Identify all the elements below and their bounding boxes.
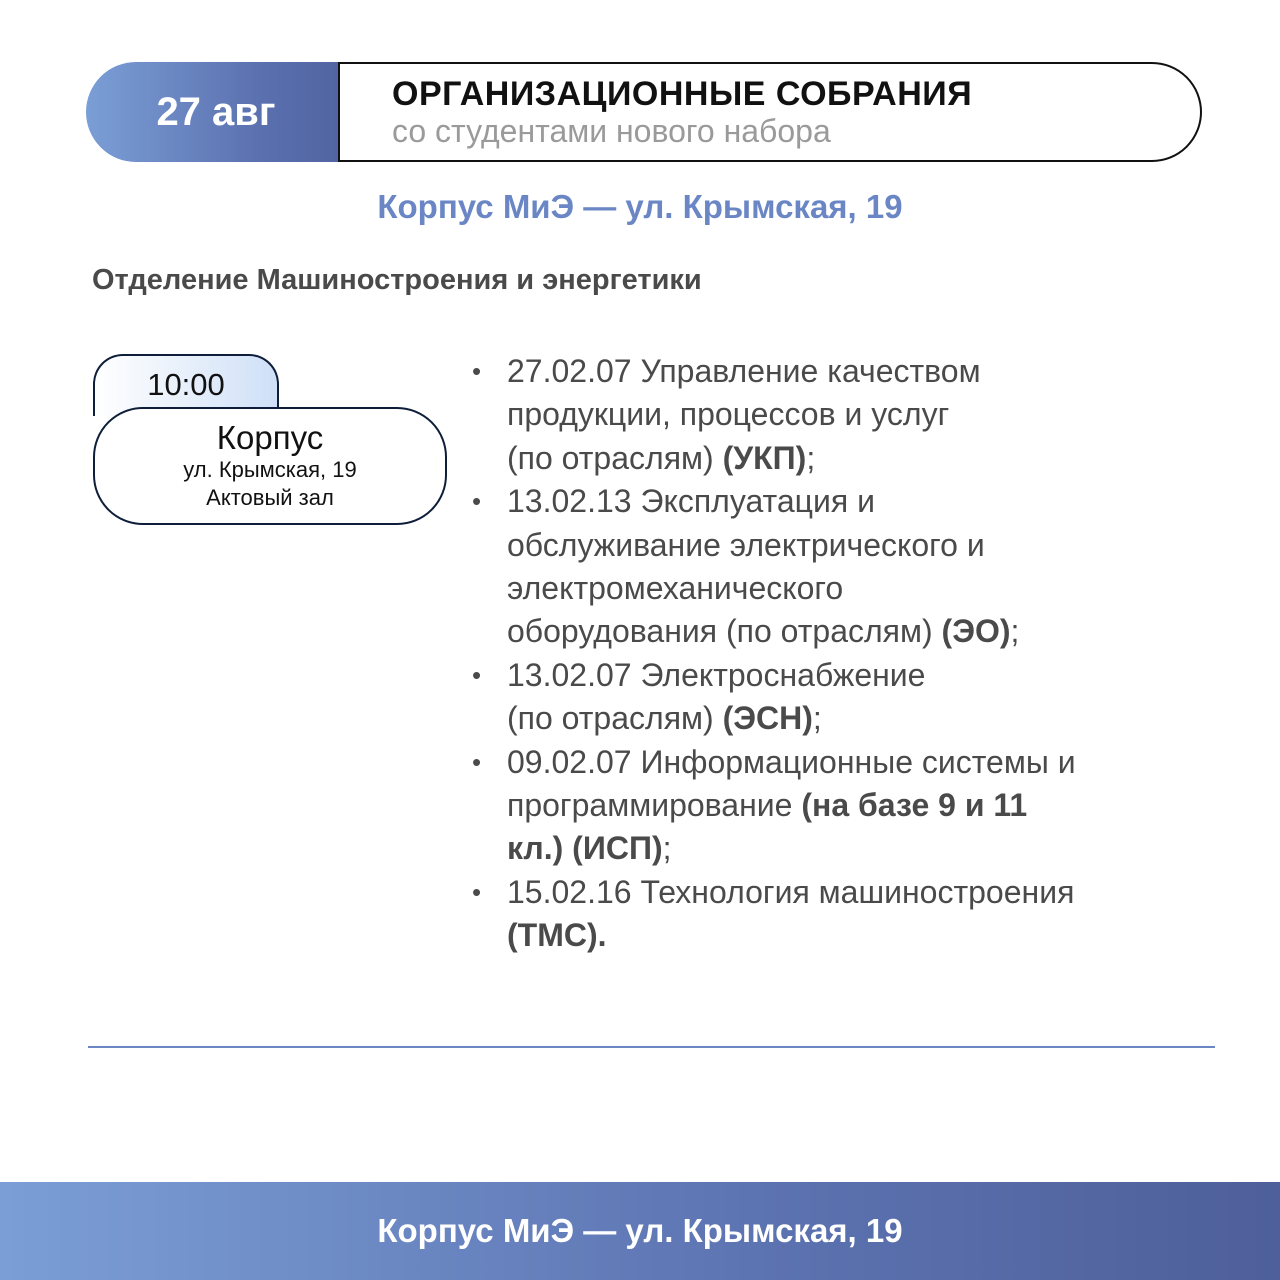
bullet-icon: • [472, 659, 482, 690]
program-punct: ; [806, 439, 816, 476]
venue-title: Корпус [216, 419, 324, 456]
title-box [338, 62, 1202, 162]
list-item [470, 654, 1260, 741]
program-text: 15.02.16 Технология машиностроения [507, 873, 1075, 910]
program-code: (УКП) [722, 439, 807, 476]
program-code: кл.) (ИСП) [507, 830, 663, 867]
list-item [470, 741, 1260, 871]
venue-box [93, 407, 447, 525]
program-text: программирование [507, 787, 802, 824]
program-text: 27.02.07 Управление качеством [507, 353, 981, 389]
program-text: 09.02.07 Информационные системы и [507, 743, 1076, 780]
program-punct: ; [812, 700, 822, 737]
program-punct: ; [662, 830, 672, 867]
program-code: (ЭСН) [722, 700, 813, 737]
program-text: (по отраслям) [507, 439, 723, 476]
footer-text: Корпус МиЭ — ул. Крымская, 19 [377, 1212, 903, 1249]
page-subtitle: со студентами нового набора [392, 113, 831, 149]
divider [88, 1046, 1215, 1048]
program-text: электромеханического [507, 570, 844, 607]
bullet-icon: • [472, 876, 482, 907]
footer-banner [0, 1182, 1280, 1280]
header [86, 62, 1202, 162]
date-text: 27 авг [156, 89, 276, 134]
time-text: 10:00 [147, 367, 225, 402]
program-code: (на базе 9 и 11 [801, 787, 1028, 824]
program-text: (по отраслям) [507, 700, 723, 737]
list-item [470, 480, 1260, 654]
list-item [470, 871, 1260, 958]
program-punct: ; [1010, 613, 1020, 650]
bullet-icon: • [472, 356, 482, 386]
page-title: ОРГАНИЗАЦИОННЫЕ СОБРАНИЯ [392, 75, 973, 113]
venue-room: Актовый зал [206, 485, 334, 510]
bullet-icon: • [472, 486, 482, 517]
program-list [470, 350, 1260, 958]
program-code: (ТМС). [507, 917, 607, 954]
department-heading: Отделение Машиностроения и энергетики [92, 264, 702, 296]
program-text: 13.02.13 Эксплуатация и [507, 483, 875, 520]
location-heading: Корпус МиЭ — ул. Крымская, 19 [377, 188, 903, 225]
bullet-icon: • [472, 746, 482, 777]
list-item [470, 350, 1260, 480]
program-text: 13.02.07 Электроснабжение [507, 656, 926, 693]
venue-address: ул. Крымская, 19 [183, 457, 357, 482]
program-code: (ЭО) [941, 613, 1011, 650]
program-text: оборудования (по отраслям) [507, 613, 942, 650]
program-text: обслуживание электрического и [507, 526, 985, 563]
program-text: продукции, процессов и услуг [507, 396, 950, 433]
